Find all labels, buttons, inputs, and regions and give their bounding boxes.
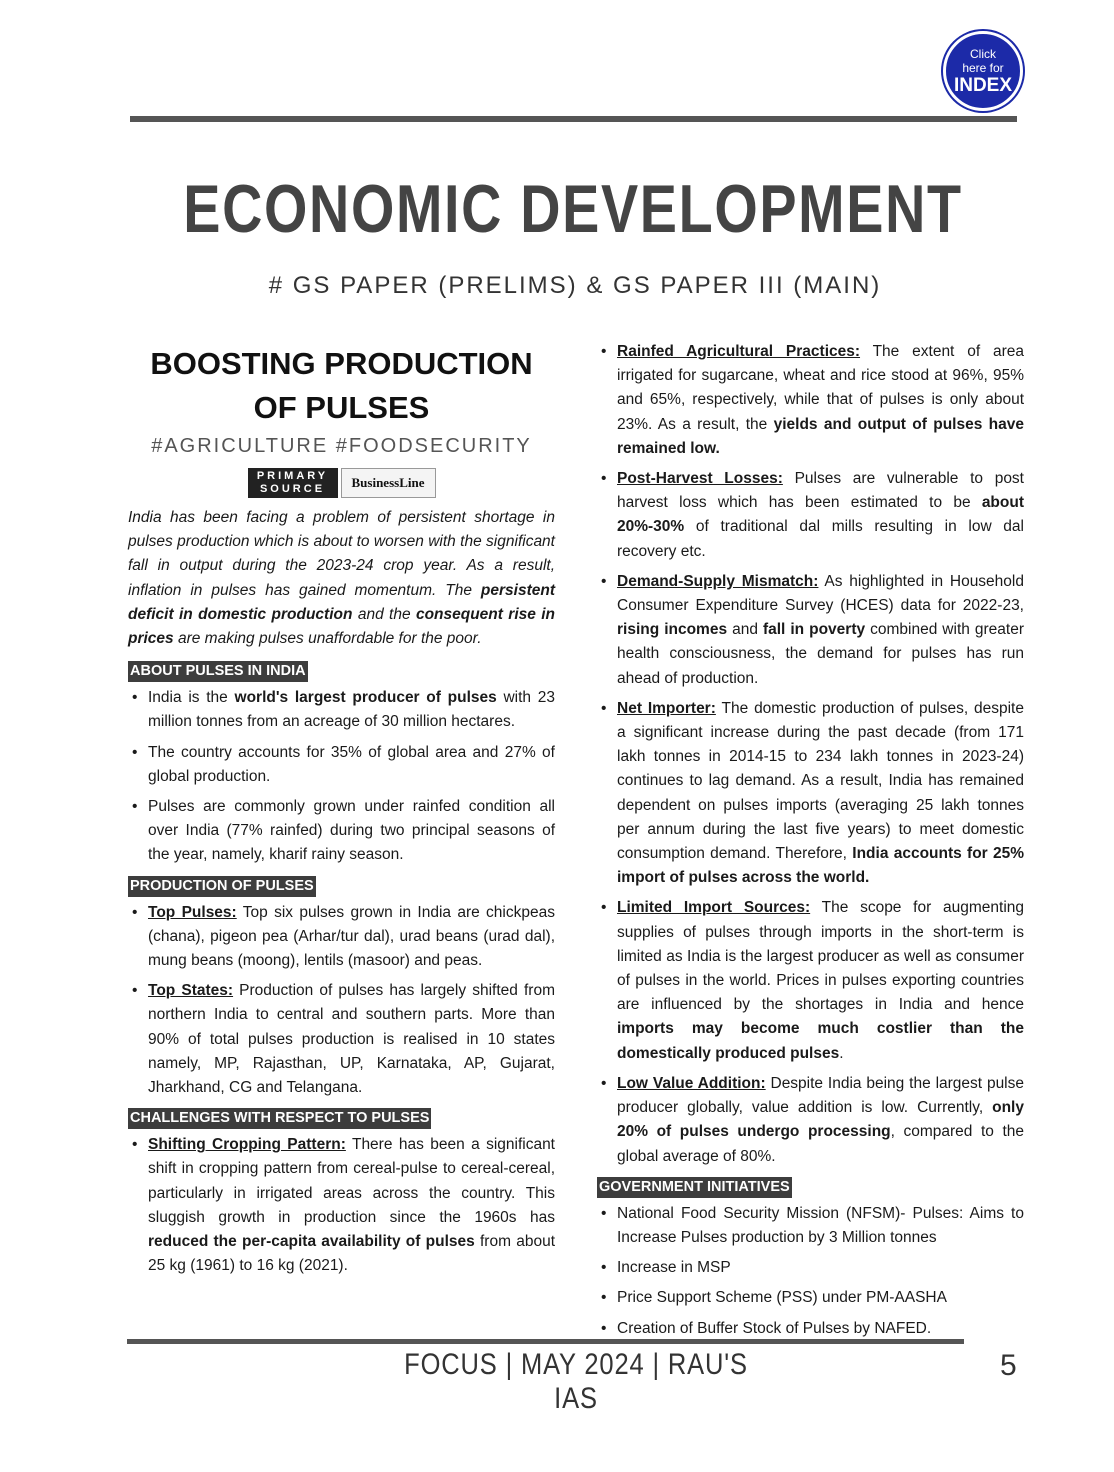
page-number: 5 [1000,1349,1017,1382]
about-heading: ABOUT PULSES IN INDIA [128,661,308,682]
article-title [128,342,555,430]
production-heading: PRODUCTION OF PULSES [128,876,316,897]
source-badge: BusinessLine [341,468,436,498]
list-item: • Creation of Buffer Stock of Pulses by NAFED. [597,1317,1024,1341]
index-button-line3: INDEX [953,74,1013,96]
intro-paragraph: India has been facing a problem of persistent shortage in pulses production which is about to worsen with the significant fall in output during the 2023-24 crop year. As a result, inflation in pulses has gained momentum. The persistent deficit in domestic production and the consequent rise in prices are making pulses unaffordable for the poor. [128,509,556,648]
index-link-button[interactable] [943,31,1023,111]
initiatives-heading: GOVERNMENT INITIATIVES [597,1177,792,1198]
primary-source-line1: PRIMARY [256,470,329,482]
list-item: • Price Support Scheme (PSS) under PM-AASHA [597,1286,1024,1310]
list-item: • Net Importer: The domestic production of pulses, despite a significant increase during the past decade (from 171 lakh tonnes in 2014-15 to 234 lakh tonnes in 2023-24) continues to lag demand. As a result, India has remained dependent on pulses imports (averaging 25 lakh tonnes per annum during the last five years) to meet domestic consumption demand. Therefore, India accounts for 25% import of pulses across the world. [597,697,1024,891]
primary-source-label [248,468,338,498]
list-item: • Post-Harvest Losses: Pulses are vulnerable to post harvest loss which has been estimated to be about 20%-30% of traditional dal mills resulting in low dal recovery etc. [597,467,1024,564]
index-button-line1: Click [970,46,996,61]
primary-source-line2: SOURCE [259,483,326,495]
challenges-heading: CHALLENGES WITH RESPECT TO PULSES [128,1108,431,1129]
list-item: • Low Value Addition: Despite India being the largest pulse producer globally, value addition is low. Currently, only 20% of pulses undergo processing, compared to the global average of 80%. [597,1072,1024,1169]
article-title-line1: BOOSTING PRODUCTION [150,346,533,381]
article-title-line2: OF PULSES [253,390,430,425]
right-column [597,340,1024,1347]
section-subtitle: # GS PAPER (PRELIMS) & GS PAPER III (MAIN) [268,272,882,299]
list-item: • Limited Import Sources: The scope for augmenting supplies of pulses through imports in the short-term is limited as India is the largest producer as well as consumer of pulses in the world. Prices in pulses exporting countries are influenced by the shortages in India and hence imports may become much costlier than the domestically produced pulses. [597,896,1024,1065]
list-item: • Shifting Cropping Pattern: There has been a significant shift in cropping pattern from cereal-pulse to cereal-cereal, particularly in irrigated areas across the country. This sluggish growth in production since the 1960s has reduced the per-capita availability of pulses from about 25 kg (1961) to 16 kg (2021). [128,1133,555,1278]
list-item: • Increase in MSP [597,1256,1024,1280]
bottom-divider [127,1339,964,1344]
left-column [128,340,555,1284]
top-divider [130,116,1017,122]
list-item: • Rainfed Agricultural Practices: The extent of area irrigated for sugarcane, wheat and rice stood at 96%, 95% and 65%, respectively, while that of pulses is only about 23%. As a result, the yields and output of pulses have remained low. [597,340,1024,461]
list-item: • The country accounts for 35% of global area and 27% of global production. [128,741,555,789]
list-item: • National Food Security Mission (NFSM)- Pulses: Aims to Increase Pulses production by 3 Million tonnes [597,1202,1024,1250]
challenges-list-left [128,1133,555,1278]
footer-text: FOCUS | MAY 2024 | RAU'S IAS [404,1348,748,1415]
list-item: • Pulses are commonly grown under rainfed condition all over India (77% rainfed) during two principal seasons of the year, namely, kharif rainy season. [128,795,555,868]
list-item: • Top States: Production of pulses has largely shifted from northern India to central and southern parts. More than 90% of total pulses production is realised in 10 states namely, MP, Rajasthan, UP, Karnataka, AP, Gujarat, Jharkhand, CG and Telangana. [128,979,555,1100]
initiatives-list [597,1202,1024,1341]
article-hashtags: #AGRICULTURE #FOODSECURITY [151,435,532,457]
production-list [128,901,555,1101]
about-list [128,686,555,867]
section-title: ECONOMIC DEVELOPMENT [183,171,963,247]
list-item: • India is the world's largest producer of pulses with 23 million tonnes from an acreage of 30 million hectares. [128,686,555,734]
challenges-list-right [597,340,1024,1169]
list-item: • Top Pulses: Top six pulses grown in India are chickpeas (chana), pigeon pea (Arhar/tur dal), urad beans (urad dal), mung beans (moong), lentils (masoor) and peas. [128,901,555,974]
source-row [128,468,555,498]
list-item: • Demand-Supply Mismatch: As highlighted in Household Consumer Expenditure Survey (HCES) data for 2022-23, rising incomes and fall in poverty combined with greater health consciousness, the demand for pulses has run ahead of production. [597,570,1024,691]
index-button-line2: here for [962,60,1004,75]
